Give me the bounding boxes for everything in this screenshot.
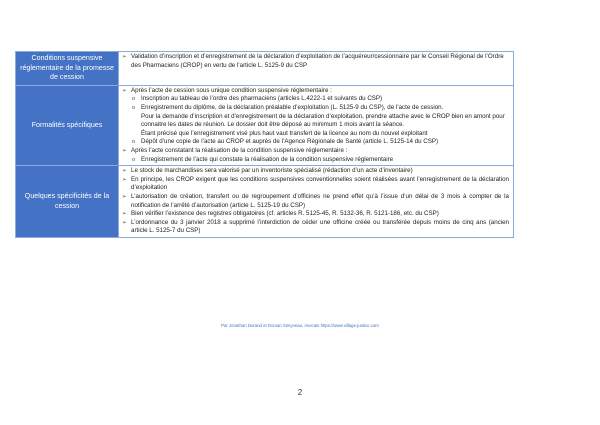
list-item: [122, 104, 509, 113]
list-item: [122, 176, 509, 193]
arrow-bullet-icon: ➢: [122, 176, 127, 183]
list-item: [122, 87, 509, 96]
list-item: [122, 210, 509, 219]
list-item-text: En principe, les CROP exigent que les conditions suspensives conventionnelles soient réalisées avant l’enregistrement de la déclaration d’exploitation: [131, 175, 509, 192]
list-item: [122, 219, 509, 236]
list-item: [122, 138, 509, 147]
arrow-bullet-icon: ➢: [122, 219, 127, 226]
circle-bullet-icon: o: [132, 139, 136, 146]
list-item-text: Enregistrement de l’acte qui constate la réalisation de la condition suspensive réglementaire: [141, 155, 394, 163]
list-item: [122, 193, 509, 210]
row-content: [119, 166, 514, 238]
row-content: [119, 52, 514, 86]
table-row: [16, 52, 514, 86]
list-item-text: Après l’acte constatant la réalisation de la condition suspensive réglementaire :: [131, 146, 348, 154]
table-row: [16, 85, 514, 165]
list-item-text: Inscription au tableau de l’ordre des pharmaciens (articles L.4222-1 et suivants du CSP): [141, 95, 383, 103]
list-item: [122, 113, 509, 130]
arrow-bullet-icon: ➢: [122, 211, 127, 218]
list-item: [122, 147, 509, 156]
table-row: [16, 166, 514, 238]
page-number: 2: [297, 388, 303, 397]
arrow-bullet-icon: ➢: [122, 87, 127, 94]
footer-credit: Par Jonathan Durand et Dorsan Simyneau, Avocats https://www.village-justice.com: [221, 323, 379, 328]
circle-bullet-icon: o: [132, 156, 136, 163]
circle-bullet-icon: o: [132, 96, 136, 103]
list-item-text: Après l’acte de cession sous unique condition suspensive réglementaire :: [131, 86, 332, 94]
list-item-text: Validation d’inscription et d’enregistrement de la déclaration d’exploitation de l’acquéreur/cessionnaire par le Conseil Régional de l’Ordre des Pharmaciens (CROP) en vertu de l’article L. 5125-9 du CSP: [131, 53, 504, 69]
list-item: [122, 130, 509, 139]
list-item-text: Enregistrement du diplôme, de la déclaration préalable d’exploitation (L. 5125-9 du CSP), de l’acte de cession.: [141, 103, 444, 111]
arrow-bullet-icon: ➢: [122, 54, 127, 60]
list-item-text: L’autorisation de création, transfert ou de regroupement d’officines ne prend effet qu’à l’issue d’un délai de 3 mois à compter de la notification de l’arrêté d’autorisation (article L. 5125-19 du CSP): [131, 192, 509, 209]
circle-bullet-icon: o: [132, 104, 136, 111]
list-item-text: Le stock de marchandises sera valorisé par un inventoriste spécialisé (rédaction d’un acte d’inventaire): [131, 167, 413, 175]
list-item: [122, 53, 509, 70]
arrow-bullet-icon: ➢: [122, 193, 127, 200]
list-item-text: Bien vérifier l’existence des registres obligatoires (cf. articles R. 5125-45, R. 5132-36, R. 5121-186, etc. du CSP): [131, 210, 439, 218]
arrow-bullet-icon: ➢: [122, 147, 127, 154]
cession-table: [15, 51, 514, 238]
row-label: Formalités spécifiques: [16, 85, 119, 165]
arrow-bullet-icon: ➢: [122, 168, 127, 175]
list-item-text: Étant précisé que l’enregistrement visé plus haut vaut transfert de la licence au nom du nouvel exploitant: [141, 129, 428, 137]
list-item: [122, 156, 509, 165]
list-item-text: Pour la demande d’inscription et d’enregistrement de la déclaration d’exploitation, prendre attache avec le CROP bien en amont pour connaitre les dates de réunion. Le dossier doit être déposé au minimum 1 mois avant la séance.: [141, 112, 505, 129]
list-item-text: Dépôt d’une copie de l’acte au CROP et auprès de l’Agence Régionale de Santé (article L. 5125-14 du CSP): [141, 138, 439, 146]
row-label: Quelques spécificités de la cession: [16, 166, 119, 238]
row-label: Conditions suspensive réglementaire de la promesse de cession: [16, 52, 119, 86]
row-content: [119, 85, 514, 165]
list-item: [122, 167, 509, 176]
list-item-text: L’ordonnance du 3 janvier 2018 a supprimé l’interdiction de céder une officine créée ou transférée depuis moins de cinq ans (ancien article L. 5125-7 du CSP): [131, 218, 509, 235]
list-item: [122, 95, 509, 104]
